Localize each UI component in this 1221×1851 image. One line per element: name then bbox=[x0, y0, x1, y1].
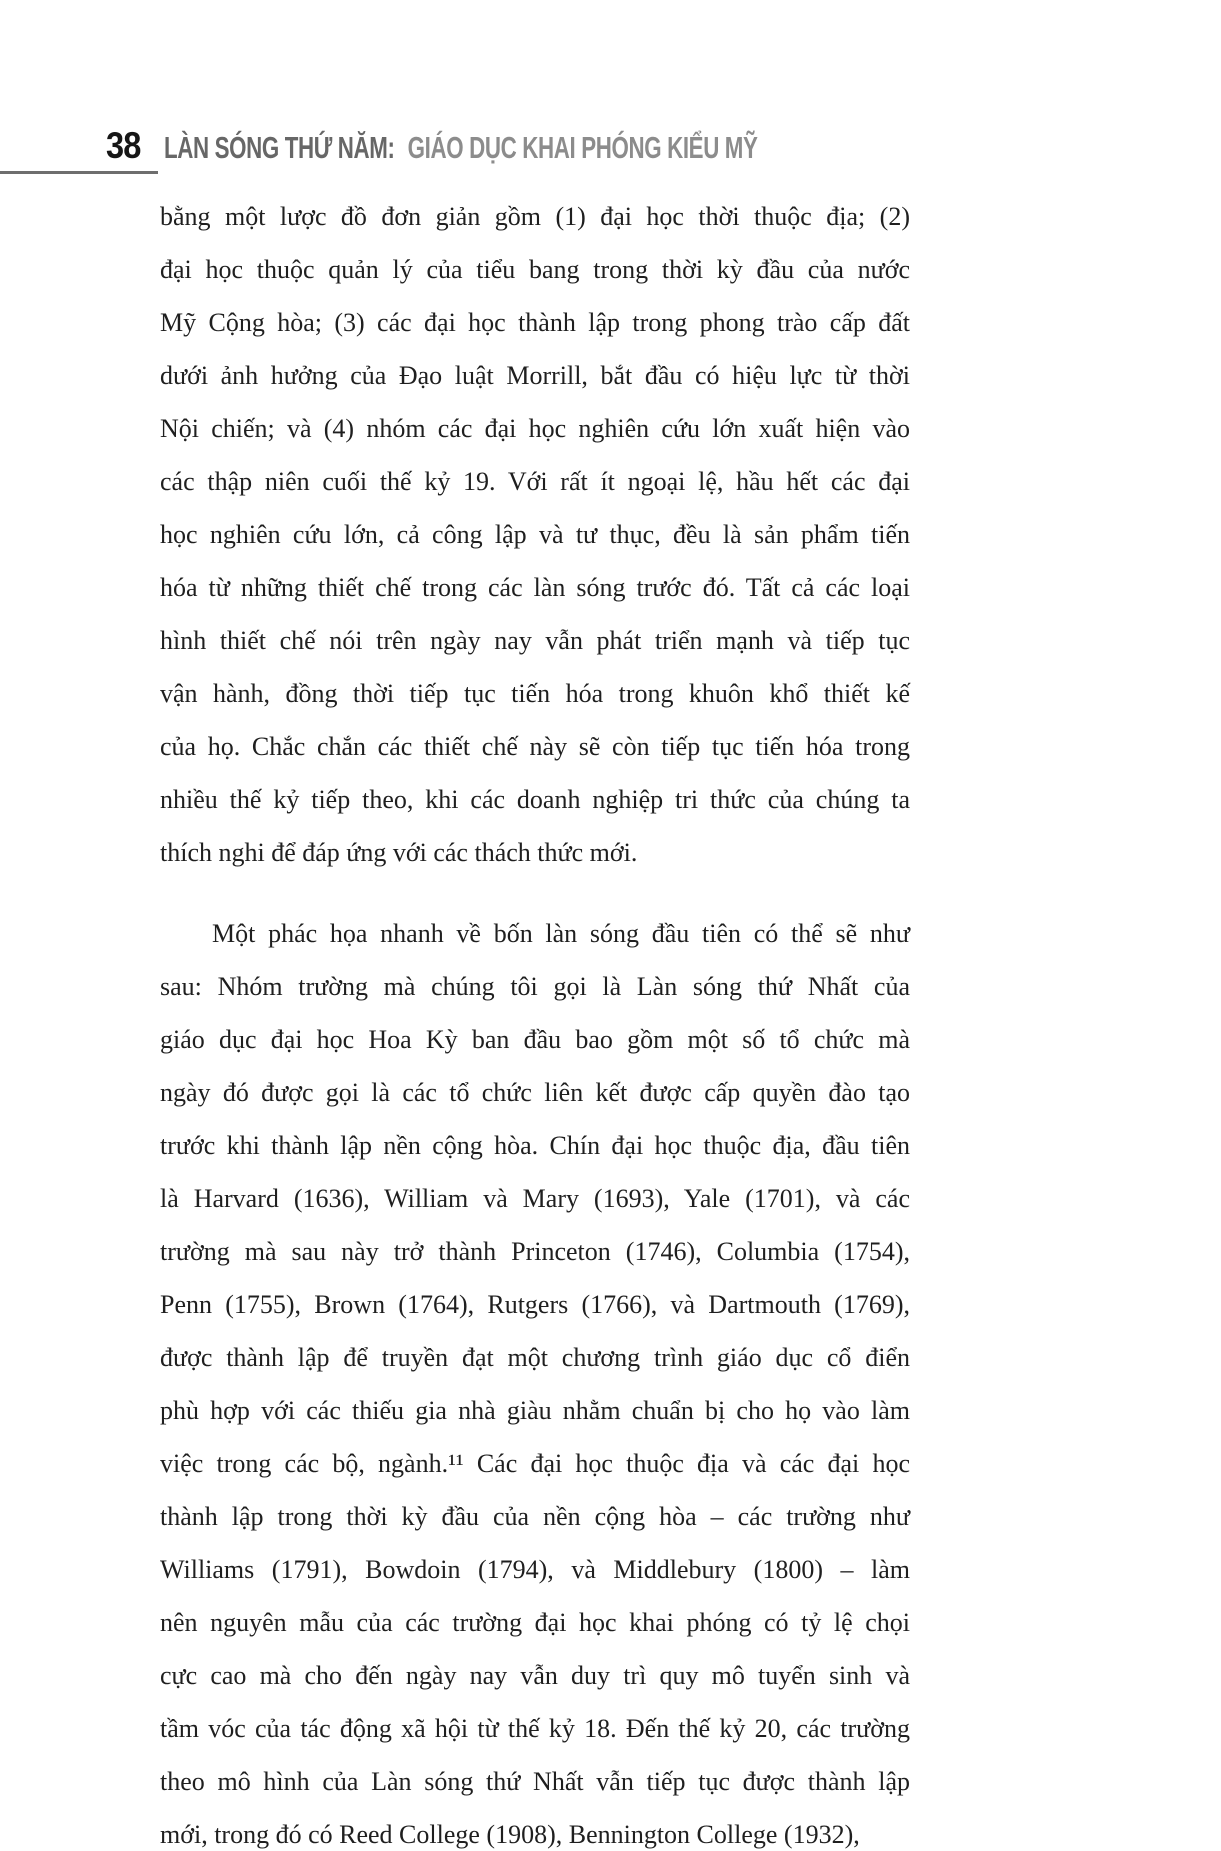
text-line: thành lập trong thời kỳ đầu của nền cộng hòa – các trường như bbox=[160, 1502, 910, 1531]
text-line: dưới ảnh hưởng của Đạo luật Morrill, bắt đầu có hiệu lực từ thời bbox=[160, 361, 910, 390]
text-line: Mỹ Cộng hòa; (3) các đại học thành lập trong phong trào cấp đất bbox=[160, 308, 910, 337]
text-line: Williams (1791), Bowdoin (1794), và Middlebury (1800) – làm bbox=[160, 1555, 910, 1584]
page-number: 38 bbox=[106, 125, 141, 166]
text-line: bằng một lược đồ đơn giản gồm (1) đại học thời thuộc địa; (2) bbox=[160, 202, 910, 231]
text-line: sau: Nhóm trường mà chúng tôi gọi là Làn sóng thứ Nhất của bbox=[160, 972, 910, 1001]
text-line: phù hợp với các thiếu gia nhà giàu nhằm chuẩn bị cho họ vào làm bbox=[160, 1396, 910, 1425]
text-line: đại học thuộc quản lý của tiểu bang trong thời kỳ đầu của nước bbox=[160, 255, 910, 284]
text-line: nên nguyên mẫu của các trường đại học khai phóng có tỷ lệ chọi bbox=[160, 1608, 910, 1637]
header-rule bbox=[0, 171, 158, 174]
text-line: theo mô hình của Làn sóng thứ Nhất vẫn tiếp tục được thành lập bbox=[160, 1767, 910, 1796]
text-line: mới, trong đó có Reed College (1908), Bennington College (1932), bbox=[160, 1820, 860, 1849]
running-head-subtitle: GIÁO DỤC KHAI PHÓNG KIỂU MỸ bbox=[407, 130, 758, 165]
paragraph-1 bbox=[160, 190, 910, 879]
text-line: việc trong các bộ, ngành.¹¹ Các đại học thuộc địa và các đại học bbox=[160, 1449, 910, 1478]
text-line: Nội chiến; và (4) nhóm các đại học nghiên cứu lớn xuất hiện vào bbox=[160, 414, 910, 443]
text-line: của họ. Chắc chắn các thiết chế này sẽ còn tiếp tục tiến hóa trong bbox=[160, 732, 910, 761]
text-line: nhiều thế kỷ tiếp theo, khi các doanh nghiệp tri thức của chúng ta bbox=[160, 785, 910, 814]
text-line: vận hành, đồng thời tiếp tục tiến hóa trong khuôn khổ thiết kế bbox=[160, 679, 910, 708]
page-body bbox=[160, 190, 910, 1851]
text-line: trường mà sau này trở thành Princeton (1746), Columbia (1754), bbox=[160, 1237, 910, 1266]
text-line: giáo dục đại học Hoa Kỳ ban đầu bao gồm một số tổ chức mà bbox=[160, 1025, 910, 1054]
text-line: là Harvard (1636), William và Mary (1693), Yale (1701), và các bbox=[160, 1184, 910, 1213]
text-line: ngày đó được gọi là các tổ chức liên kết được cấp quyền đào tạo bbox=[160, 1078, 910, 1107]
text-line: tầm vóc của tác động xã hội từ thế kỷ 18. Đến thế kỷ 20, các trường bbox=[160, 1714, 910, 1743]
text-line: thích nghi để đáp ứng với các thách thức mới. bbox=[160, 838, 638, 867]
text-line: hóa từ những thiết chế trong các làn sóng trước đó. Tất cả các loại bbox=[160, 573, 910, 602]
text-line: Một phác họa nhanh về bốn làn sóng đầu tiên có thể sẽ như bbox=[212, 919, 910, 948]
text-line: cực cao mà cho đến ngày nay vẫn duy trì quy mô tuyển sinh và bbox=[160, 1661, 910, 1690]
text-line: trước khi thành lập nền cộng hòa. Chín đại học thuộc địa, đầu tiên bbox=[160, 1131, 910, 1160]
text-line: học nghiên cứu lớn, cả công lập và tư thục, đều là sản phẩm tiến bbox=[160, 520, 910, 549]
text-line: các thập niên cuối thế kỷ 19. Với rất ít ngoại lệ, hầu hết các đại bbox=[160, 467, 910, 496]
text-line: Penn (1755), Brown (1764), Rutgers (1766), và Dartmouth (1769), bbox=[160, 1290, 910, 1319]
paragraph-2 bbox=[160, 907, 910, 1851]
text-line: hình thiết chế nói trên ngày nay vẫn phát triển mạnh và tiếp tục bbox=[160, 626, 910, 655]
running-head-title: LÀN SÓNG THỨ NĂM: bbox=[164, 130, 395, 165]
running-head-titles bbox=[164, 131, 758, 165]
text-line: được thành lập để truyền đạt một chương trình giáo dục cổ điển bbox=[160, 1343, 910, 1372]
